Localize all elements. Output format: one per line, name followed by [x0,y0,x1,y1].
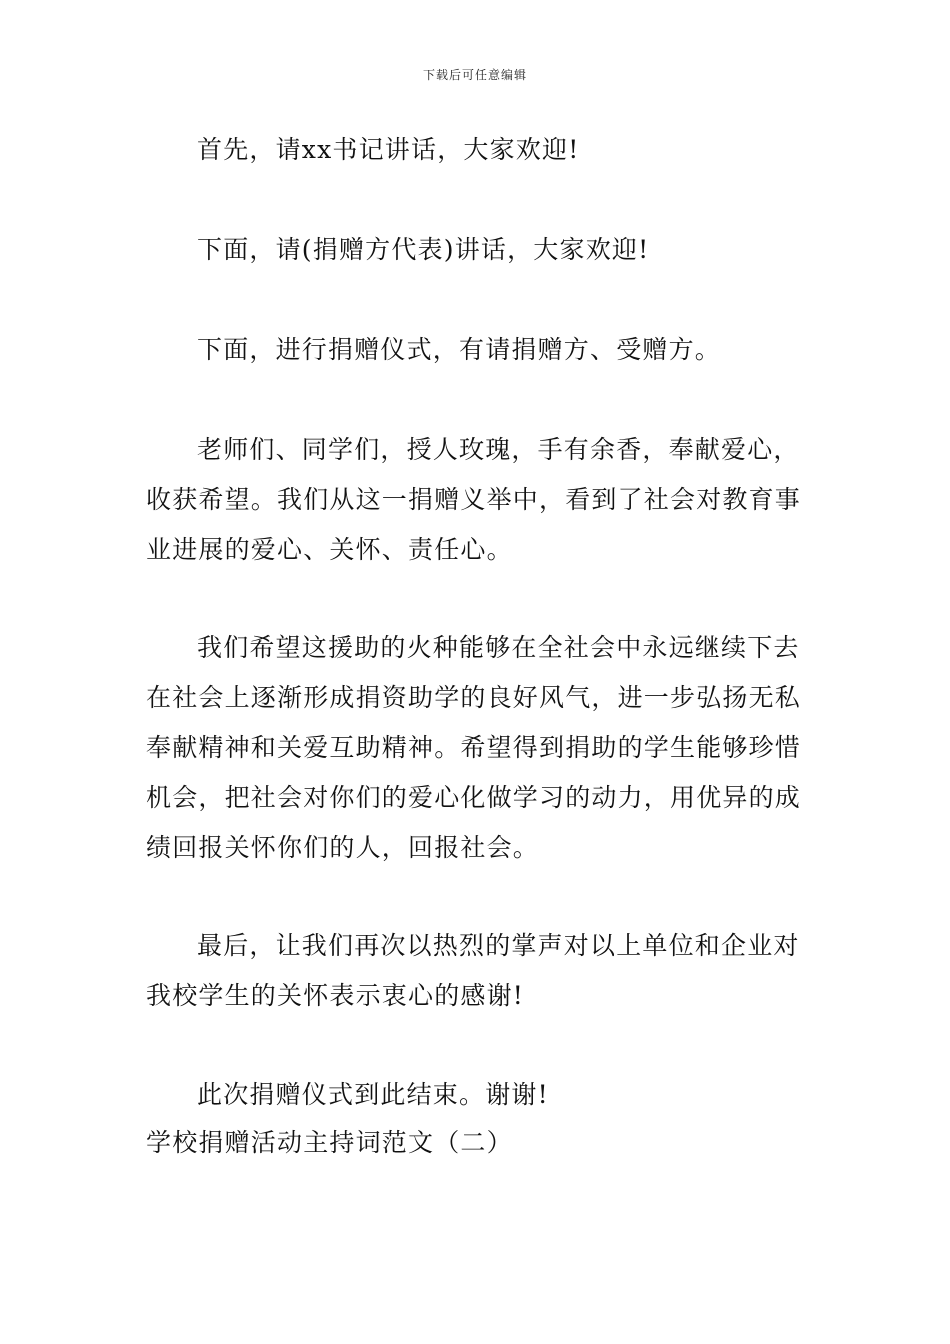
paragraph-line: 我们希望这援助的火种能够在全社会中永远继续下去 [197,633,800,662]
page-header-note: 下载后可任意编辑 [422,68,527,82]
paragraph-closing [146,1070,810,1120]
paragraph-ceremony [146,325,810,375]
paragraph-line: 下面，进行捐赠仪式，有请捐赠方、受赠方。 [197,335,722,364]
paragraph-opening [146,125,810,175]
paragraph-line: 下面，请(捐赠方代表)讲话，大家欢迎! [197,235,650,264]
paragraph-donor-speech [146,225,810,275]
paragraph-hope [146,623,810,873]
section-title-text: 学校捐赠活动主持词范文（二） [146,1128,513,1157]
paragraph-line: 此次捐赠仪式到此结束。谢谢! [197,1080,549,1109]
paragraph-line: 最后，让我们再次以热烈的掌声对以上单位和企业对 [197,931,800,960]
paragraph-thanks [146,921,810,1021]
paragraph-line: 老师们、同学们，授人玫瑰，手有余香，奉献爱心， [197,435,800,464]
paragraph-line: 业进展的爱心、关怀、责任心。 [146,535,513,564]
paragraph-line: 在社会上逐渐形成捐资助学的良好风气，进一步弘扬无私 [146,683,802,712]
paragraph-line: 奉献精神和关爱互助精神。希望得到捐助的学生能够珍惜 [146,733,802,762]
paragraph-teachers-students [146,425,810,575]
paragraph-line: 绩回报关怀你们的人，回报社会。 [146,833,540,862]
paragraph-line: 首先，请xx书记讲话，大家欢迎! [197,135,580,164]
paragraph-line: 收获希望。我们从这一捐赠义举中，看到了社会对教育事 [146,485,802,514]
section-title [146,1118,810,1168]
paragraph-line: 机会，把社会对你们的爱心化做学习的动力，用优异的成 [146,783,802,812]
paragraph-line: 我校学生的关怀表示衷心的感谢! [146,981,525,1010]
